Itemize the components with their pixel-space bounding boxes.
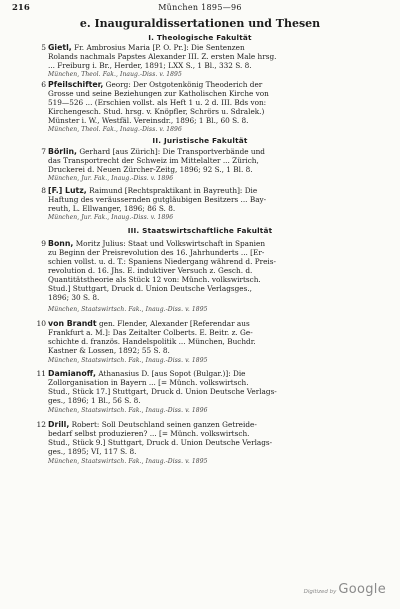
entry-line: das Transportrecht der Schweiz im Mittelalter ... Zürich, [48,156,259,165]
entry-text: Fr. Ambrosius Maria [P. O. Pr.]: Die Sentenzen [74,43,245,52]
entry-provenance: München, Theol. Fak., Inaug.-Diss. v. 1895 [48,71,182,78]
entry-provenance: München, Staatswirtsch. Fak., Inaug.-Diss. v. 1895 [48,458,208,465]
entry-line: Stud., Stück 17.] Stuttgart, Druck d. Union Deutsche Verlags- [48,387,277,396]
digitized-by-watermark [304,578,386,597]
entry-line: ges., 1895; VI, 117 S. 8. [48,447,137,456]
entry-line: schien vollst. u. d. T.: Spaniens Niedergang während d. Preis- [48,257,276,266]
faculty-heading-law: II. Juristische Fakultät [152,136,248,145]
entry-text: Gerhard [aus Zürich]: Die Transportverbände und [79,147,265,156]
entry-author: Pfeilschifter, [48,80,104,89]
entry-line: Rolands nachmals Papstes Alexander III. Z. ersten Male hrsg. [48,52,277,61]
entry-provenance: München, Jur. Fak., Inaug.-Diss. v. 1896 [48,214,174,221]
entry-text: gen. Flender, Alexander [Referendar aus [98,319,250,328]
entry-line: zu Beginn der Preisrevolution des 16. Jahrhunderts ... [Er- [48,248,265,257]
entry-author: [F.] Lutz, [48,186,87,195]
entry-line: Zollorganisation in Bayern ... [= Münch. volkswirtsch. [48,378,249,387]
faculty-heading-economics: III. Staatswirtschaftliche Fakultät [127,226,273,235]
entry-number: 6 [41,80,46,89]
entry-line: Grosse und seine Beziehungen zur Katholischen Kirche von [48,89,269,98]
entry-line [48,80,262,89]
entry-number: 12 [36,420,46,429]
entry-line: ... Freiburg i. Br., Herder, 1891; LXX S., 1 Bl., 332 S. 8. [48,61,252,70]
entry-line: Münster i. W., Westfäl. Vereinsdr., 1896; 1 Bl., 60 S. 8. [48,116,249,125]
entry-line [48,420,257,429]
section-title: e. Inauguraldissertationen und Thesen [79,17,321,30]
entry-author: Gietl, [48,43,72,52]
entry-line: Kastner & Lossen, 1892; 55 S. 8. [48,346,170,355]
entry-number: 8 [41,186,46,195]
entry-number: 10 [36,319,46,328]
entry-author: von Brandt [48,319,97,328]
entry-provenance: München, Staatswirtsch. Fak., Inaug.-Diss. v. 1895 [48,357,208,364]
entry-line [48,319,250,328]
entry-author: Damianoff, [48,369,96,378]
entry-text: Robert: Soll Deutschland seinen ganzen Getreide- [71,420,257,429]
entry-line: revolution d. 16. Jhs. E. induktiver Versuch z. Gesch. d. [48,266,253,275]
entry-text: Moritz Julius: Staat und Volkswirtschaft in Spanien [75,239,266,248]
entry-provenance: München, Staatswirtsch. Fak., Inaug.-Diss. v. 1895 [48,306,208,313]
entry-line: 1896; 30 S. 8. [48,293,100,302]
entry-line: Quantitätstheorie als Stück 12 von: Münch. volkswirtsch. [48,275,261,284]
entry-line: reuth, L. Ellwanger, 1896; 86 S. 8. [48,204,176,213]
entry-line: Stud., Stück 9.] Stuttgart, Druck d. Union Deutsche Verlags- [48,438,273,447]
entry-provenance: München, Jur. Fak., Inaug.-Diss. v. 1896 [48,175,174,182]
entry-text: Athanasius D. [aus Sopot (Bulgar.)]: Die [98,369,246,378]
entry-line [48,186,257,195]
entry-number: 5 [41,43,46,52]
entry-line: Haftung des veräussernden gutgläubigen Besitzers ... Bay- [48,195,267,204]
entry-line: schichte d. französ. Handelspolitik ... München, Buchdr. [48,337,256,346]
entry-line: Frankfurt a. M.]: Das Zeitalter Colberts. E. Beitr. z. Ge- [48,328,253,337]
entry-number: 9 [41,239,46,248]
entry-line [48,239,265,248]
entry-provenance: München, Theol. Fak., Inaug.-Diss. v. 1896 [48,126,182,133]
page-header [12,3,388,15]
running-title: München 1895—96 [158,3,242,12]
entry-text: Georg: Der Ostgotenkönig Theoderich der [105,80,263,89]
entry-line: Kirchengesch. Stud. hrsg. v. Knöpfler, Schrörs u. Sdralek.) [48,107,265,116]
faculty-heading-theology: I. Theologische Fakultät [148,33,252,42]
watermark-prefix: Digitized by [303,589,337,595]
entry-number: 11 [36,369,46,378]
entry-line: Stud.] Stuttgart, Druck d. Union Deutsche Verlagsges., [48,284,252,293]
entry-line: Druckerei d. Neuen Zürcher-Zeitg, 1896; 92 S., 1 Bl. 8. [48,165,253,174]
entry-number: 7 [41,147,46,156]
entry-line: ges., 1896; 1 Bl., 56 S. 8. [48,396,141,405]
entry-author: Drill, [48,420,70,429]
entry-line: 519—526 ... (Erschien vollst. als Heft 1 u. 2 d. III. Bds von: [48,98,267,107]
entry-author: Bonn, [48,239,74,248]
entry-provenance: München, Staatswirtsch. Fak., Inaug.-Diss. v. 1896 [48,407,208,414]
entry-line: bedarf selbst produzieren? ... [= Münch. volkswirtsch. [48,429,250,438]
entry-author: Börlin, [48,147,78,156]
entry-line [48,147,265,156]
entry-line [48,369,245,378]
page-number: 216 [12,3,30,13]
entry-text: Raimund [Rechtspraktikant in Bayreuth]: Die [89,186,258,195]
entry-line [48,43,245,52]
google-logo: Google [338,582,386,597]
